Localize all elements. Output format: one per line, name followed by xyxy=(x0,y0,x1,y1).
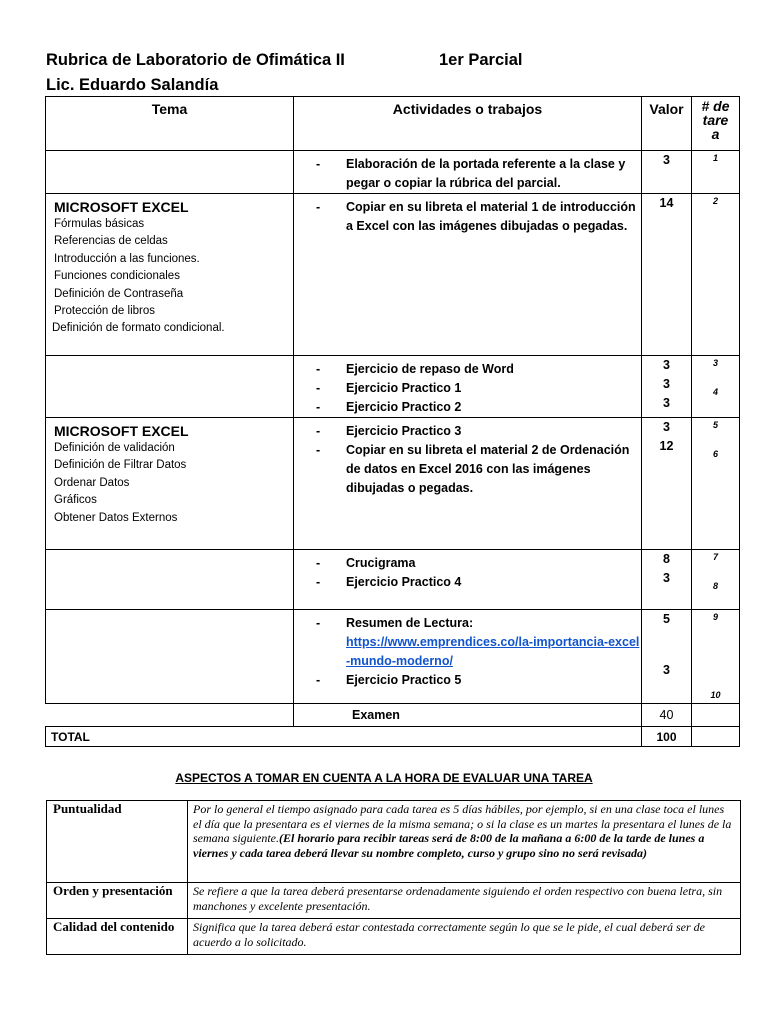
aspect-text: Por lo general el tiempo asignado para cada tarea es 5 días hábiles, por ejemplo, si en una clase toca el lunes el día que la presentara es el viernes de la misma semana; o si la clase es un martes la presentara el lunes de la semana siguiente.(El horario para recibir tareas será de 8:00 de la mañana a 6:00 de la tarde de lunes a viernes y cada tarea deberá llevar su nombre completo, curso y grupo sino no será revisada) xyxy=(188,801,741,883)
activity-item: - Elaboración de la portada referente a la clase y pegar o copiar la rúbrica del parcial. xyxy=(316,155,641,193)
total-row xyxy=(46,727,740,747)
aspects-title: ASPECTOS A TOMAR EN CUENTA A LA HORA DE EVALUAR UNA TAREA xyxy=(175,771,593,785)
tema-cell xyxy=(46,550,294,610)
teacher-name: Lic. Eduardo Salandía xyxy=(46,76,219,94)
task-cell: 3 4 xyxy=(692,356,740,418)
rubric-header-row xyxy=(46,97,740,151)
tema-cell xyxy=(46,151,294,194)
aspects-table xyxy=(46,800,741,955)
tema-item: Funciones condicionales xyxy=(54,270,180,283)
total-value: 100 xyxy=(642,727,692,747)
activity-item: - Ejercicio Practico 2 xyxy=(316,398,641,417)
activity-item: - Ejercicio Practico 3 xyxy=(316,422,641,441)
tema-cell xyxy=(46,418,294,550)
empty-cell xyxy=(692,727,740,747)
table-row xyxy=(46,610,740,704)
tema-item: Definición de formato condicional. xyxy=(52,322,225,335)
table-row xyxy=(47,883,741,919)
tema-item: Definición de Contraseña xyxy=(54,287,184,300)
value-cell: 5 3 xyxy=(642,610,692,704)
table-row xyxy=(46,194,740,356)
activity-item: - Ejercicio Practico 4 xyxy=(316,573,641,592)
activities-cell xyxy=(294,151,642,194)
activities-cell xyxy=(294,610,642,704)
col-tema: Tema xyxy=(46,97,294,151)
tema-item: Protección de libros xyxy=(54,305,155,318)
activity-item: - Ejercicio Practico 1 xyxy=(316,379,641,398)
rubric-table xyxy=(45,96,740,747)
table-row xyxy=(46,418,740,550)
activities-cell xyxy=(294,356,642,418)
tema-item: Gráficos xyxy=(54,494,97,507)
tema-cell xyxy=(46,194,294,356)
task-cell: 2 xyxy=(692,194,740,356)
aspect-text: Significa que la tarea deberá estar contestada correctamente según lo que se le pide, el cual deberá ser de acuerdo a lo solicitado. xyxy=(188,919,741,955)
tema-title: MICROSOFT EXCEL xyxy=(54,423,189,439)
table-row xyxy=(46,550,740,610)
activity-item: - Copiar en su libreta el material 2 de Ordenación de datos en Excel 2016 con las imágenes dibujadas o pegadas. xyxy=(316,441,641,498)
aspect-text: Se refiere a que la tarea deberá presentarse ordenadamente siguiendo el orden respectivo con buena letra, sin manchones y excelente presentación. xyxy=(188,883,741,919)
tema-cell xyxy=(46,356,294,418)
reading-link[interactable]: https://www.emprendices.co/la-importancia-excel-mundo-moderno/ xyxy=(346,635,640,668)
page-header xyxy=(46,48,726,98)
tema-item: Referencias de celdas xyxy=(54,235,168,248)
activities-cell xyxy=(294,550,642,610)
exam-row xyxy=(46,704,740,727)
total-label: TOTAL xyxy=(46,727,642,747)
task-cell: 9 10 xyxy=(692,610,740,704)
tema-cell xyxy=(46,610,294,704)
value-cell: 3 12 xyxy=(642,418,692,550)
task-cell: 5 6 xyxy=(692,418,740,550)
aspect-key: Orden y presentación xyxy=(47,883,188,919)
table-row xyxy=(47,801,741,883)
tema-item: Introducción a las funciones. xyxy=(54,252,200,265)
activity-item: - Ejercicio Practico 5 xyxy=(316,671,641,690)
value-cell: 3 3 3 xyxy=(642,356,692,418)
empty-cell xyxy=(46,704,294,727)
task-cell: 1 xyxy=(692,151,740,194)
exam-label: Examen xyxy=(294,704,642,727)
table-row xyxy=(46,356,740,418)
value-cell: 3 xyxy=(642,151,692,194)
parcial-label: 1er Parcial xyxy=(439,51,523,69)
activity-item: - Copiar en su libreta el material 1 de introducción a Excel con las imágenes dibujadas o pegadas. xyxy=(316,198,641,236)
activity-item: - Crucigrama xyxy=(316,554,641,573)
col-actividades: Actividades o trabajos xyxy=(294,97,642,151)
rubric-title: Rubrica de Laboratorio de Ofimática II xyxy=(46,51,345,69)
empty-cell xyxy=(692,704,740,727)
tema-title: MICROSOFT EXCEL xyxy=(54,199,189,215)
activities-cell xyxy=(294,194,642,356)
aspect-key: Puntualidad xyxy=(47,801,188,883)
col-tarea: # de tare a xyxy=(692,97,740,151)
task-cell: 7 8 xyxy=(692,550,740,610)
value-cell: 8 3 xyxy=(642,550,692,610)
value-cell: 14 xyxy=(642,194,692,356)
activity-item: - Resumen de Lectura: https://www.emprendices.co/la-importancia-excel-mundo-moderno/ xyxy=(316,614,641,671)
exam-value: 40 xyxy=(642,704,692,727)
tema-item: Fórmulas básicas xyxy=(54,218,145,230)
activities-cell xyxy=(294,418,642,550)
table-row xyxy=(47,919,741,955)
table-row xyxy=(46,151,740,194)
tema-item: Definición de validación xyxy=(54,442,175,454)
activity-item: - Ejercicio de repaso de Word xyxy=(316,360,641,379)
col-valor: Valor xyxy=(642,97,692,151)
tema-item: Obtener Datos Externos xyxy=(54,511,178,524)
tema-item: Definición de Filtrar Datos xyxy=(54,459,187,472)
tema-item: Ordenar Datos xyxy=(54,476,130,489)
aspect-key: Calidad del contenido xyxy=(47,919,188,955)
